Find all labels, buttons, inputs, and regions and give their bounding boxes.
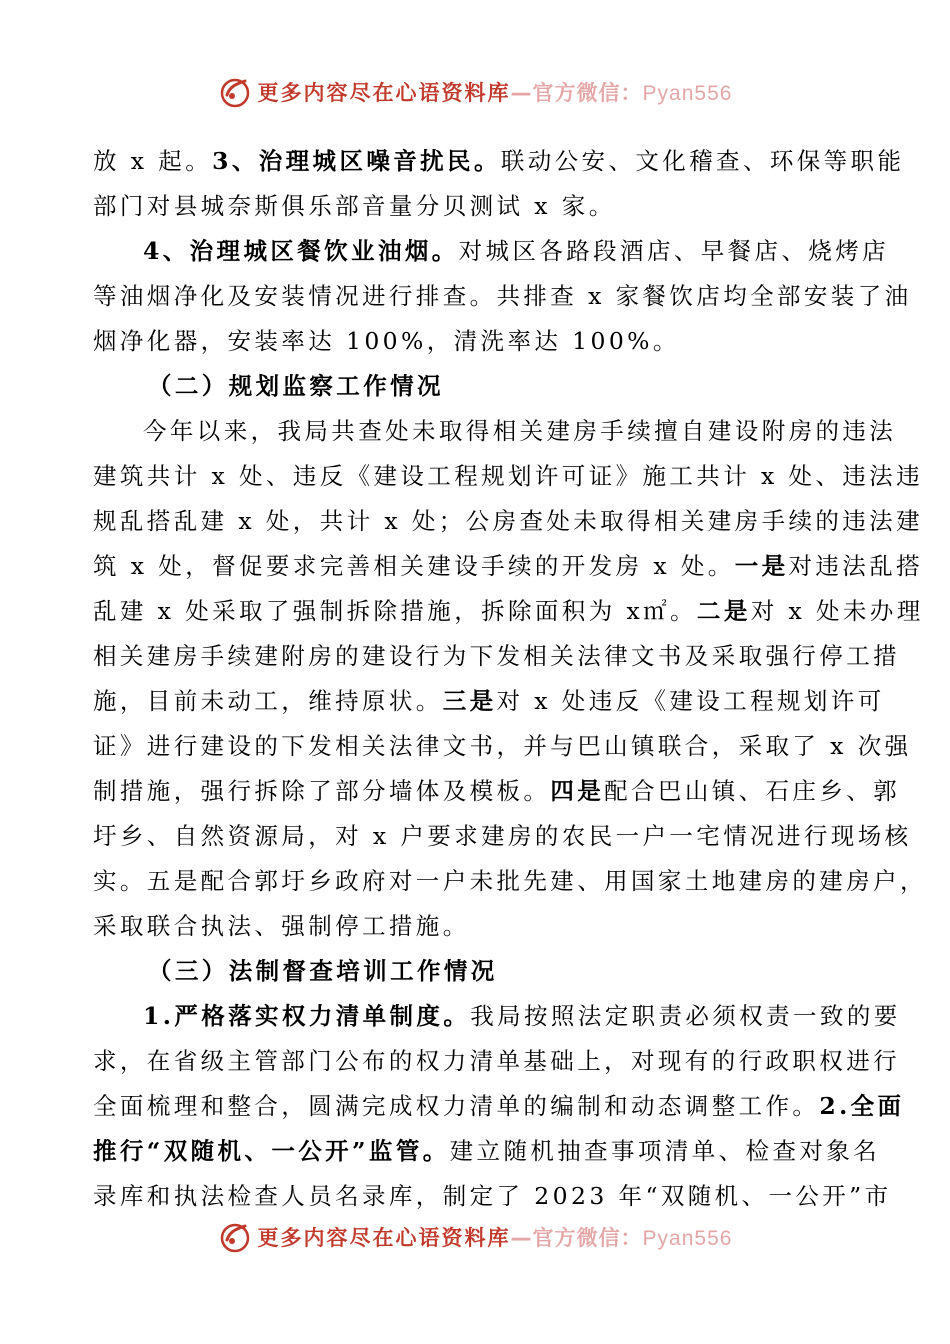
bold-text-segment: 四是 (550, 777, 605, 805)
text-line (93, 454, 923, 499)
bold-text-segment: 1.严格落实权力清单制度。 (143, 1002, 471, 1030)
text-line (93, 949, 863, 994)
text-line (93, 904, 863, 949)
text-line (93, 769, 901, 814)
watermark-dash: — (510, 1226, 533, 1250)
text-line (93, 499, 923, 544)
text-segment: 采取联合执法、强制停工措施。 (93, 912, 470, 940)
bold-text-segment: 4、治理城区餐饮业油烟。 (143, 237, 459, 265)
watermark-wechat-label: 官方微信： (532, 81, 643, 105)
text-line (93, 364, 863, 409)
text-line (93, 274, 912, 319)
text-segment: 放 x 起。 (93, 147, 213, 175)
text-line (93, 1129, 881, 1174)
text-segment: 对城区各路段酒店、早餐店、烧烤店 (458, 237, 890, 265)
text-line (93, 679, 885, 724)
text-line (93, 229, 890, 274)
text-segment: 等油烟净化及安装情况进行排查。共排查 x 家餐饮店均全部安装了油 (93, 282, 912, 310)
text-line (93, 409, 897, 454)
watermark-title: 更多内容尽在心语资料库 (257, 81, 511, 105)
bold-text-segment: 2.全面 (819, 1092, 905, 1120)
text-line (93, 139, 905, 184)
bold-text-segment: 一是 (734, 552, 789, 580)
text-line (93, 589, 924, 634)
text-line (93, 544, 923, 589)
text-segment: 对 x 处违反《建设工程规划许可 (496, 687, 885, 715)
text-line (93, 994, 901, 1039)
text-line (93, 319, 863, 364)
text-segment: 制措施，强行拆除了部分墙体及模板。 (93, 777, 551, 805)
text-segment: 联动公安、文化稽查、环保等职能 (500, 147, 905, 175)
text-segment: 全面梳理和整合，圆满完成权力清单的编制和动态调整工作。 (93, 1092, 820, 1120)
bold-text-segment: （二）规划监察工作情况 (148, 372, 444, 400)
watermark-title: 更多内容尽在心语资料库 (257, 1226, 511, 1250)
bold-text-segment: 二是 (696, 597, 751, 625)
text-segment: 烟净化器，安装率达 100%，清洗率达 100%。 (93, 327, 680, 355)
watermark-wechat-id: Pyan556 (642, 1227, 733, 1250)
bold-text-segment: 3、治理城区噪音扰民。 (212, 147, 501, 175)
text-segment: 规乱搭乱建 x 处，共计 x 处；公房查处未取得相关建房手续的违法建 (93, 507, 923, 535)
text-line (93, 859, 927, 904)
bold-text-segment: 推行“双随机、一公开”监管。 (93, 1137, 450, 1165)
text-segment: 实。五是配合郭圩乡政府对一户未批先建、用国家土地建房的建房户， (93, 867, 927, 895)
text-segment: 求，在省级主管部门公布的权力清单基础上，对现有的行政职权进行 (93, 1047, 900, 1075)
bold-text-segment: 三是 (442, 687, 497, 715)
text-segment: 录库和执法检查人员名录库，制定了 2023 年“双随机、一公开”市 (93, 1182, 892, 1210)
text-line (93, 1084, 905, 1129)
text-segment: 建筑共计 x 处、违反《建设工程规划许可证》施工共计 x 处、违法违 (93, 462, 923, 490)
text-line (93, 184, 863, 229)
bold-text-segment: （三）法制督查培训工作情况 (148, 957, 498, 985)
text-segment: 对 x 处未办理 (750, 597, 924, 625)
text-line (93, 724, 912, 769)
text-segment: 部门对县城奈斯俱乐部音量分贝测试 x 家。 (93, 192, 616, 220)
text-segment: 证》进行建设的下发相关法律文书，并与巴山镇联合，采取了 x 次强 (93, 732, 912, 760)
watermark-footer (0, 1217, 950, 1257)
text-line (93, 634, 900, 679)
text-segment: 相关建房手续建附房的建设行为下发相关法律文书及采取强行停工措 (93, 642, 900, 670)
text-segment: 施，目前未动工，维持原状。 (93, 687, 443, 715)
text-line (93, 814, 912, 859)
text-segment: 建立随机抽查事项清单、检查对象名 (449, 1137, 881, 1165)
logo-icon (218, 75, 252, 109)
watermark-dash: — (510, 81, 533, 105)
watermark-wechat-id: Pyan556 (642, 82, 733, 105)
document-body (93, 139, 927, 1219)
watermark-header (0, 72, 950, 112)
text-line (93, 1174, 892, 1219)
text-segment: 对违法乱搭 (788, 552, 923, 580)
text-segment: 今年以来，我局共查处未取得相关建房手续擅自建设附房的违法 (143, 417, 897, 445)
text-segment: 配合巴山镇、石庄乡、郭 (604, 777, 901, 805)
text-segment: 圩乡、自然资源局，对 x 户要求建房的农民一户一宅情况进行现场核 (93, 822, 912, 850)
text-segment: 我局按照法定职责必须权责一致的要 (470, 1002, 901, 1030)
text-segment: 筑 x 处，督促要求完善相关建设手续的开发房 x 处。 (93, 552, 735, 580)
logo-icon (218, 1220, 252, 1254)
text-line (93, 1039, 900, 1084)
watermark-wechat-label: 官方微信： (532, 1226, 643, 1250)
text-segment: 乱建 x 处采取了强制拆除措施，拆除面积为 x㎡。 (93, 597, 697, 625)
